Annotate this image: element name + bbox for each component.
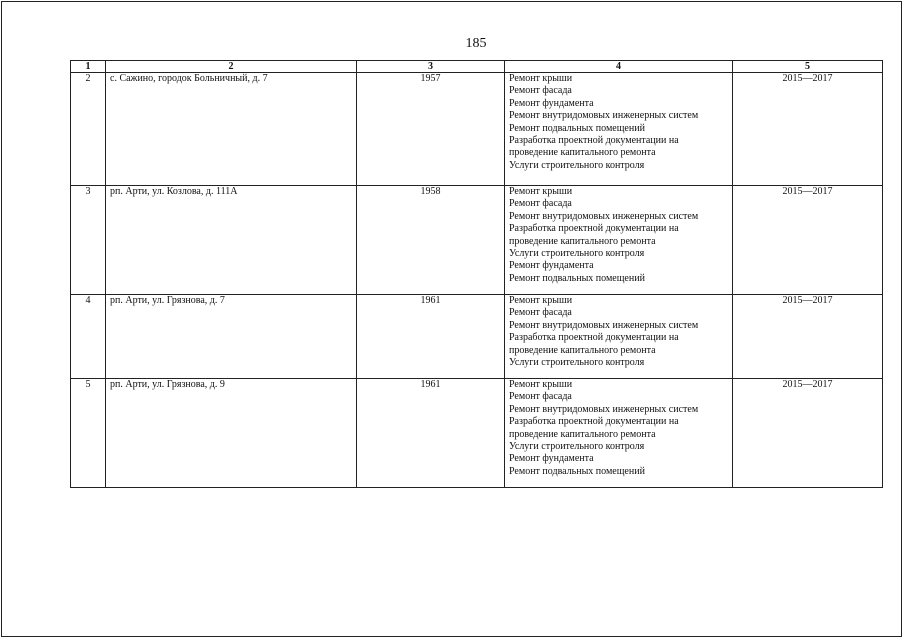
address-cell: рп. Арти, ул. Козлова, д. 111А bbox=[106, 186, 357, 295]
header-col-1: 1 bbox=[71, 61, 106, 73]
work-item: Ремонт внутридомовых инженерных систем bbox=[509, 319, 699, 331]
header-row bbox=[71, 61, 883, 73]
work-item: Разработка проектной документации на bbox=[509, 223, 679, 235]
work-item: Ремонт внутридомовых инженерных систем bbox=[509, 403, 699, 415]
period-cell: 2015—2017 bbox=[733, 73, 883, 186]
work-item: Услуги строительного контроля bbox=[509, 248, 645, 260]
table-row bbox=[71, 295, 883, 379]
work-item: проведение капитального ремонта bbox=[509, 344, 656, 356]
address-cell: с. Сажино, городок Больничный, д. 7 bbox=[106, 73, 357, 186]
row-number: 5 bbox=[71, 379, 106, 488]
work-item: Ремонт внутридомовых инженерных систем bbox=[509, 210, 699, 222]
work-item: Ремонт подвальных помещений bbox=[509, 122, 645, 134]
row-number: 3 bbox=[71, 186, 106, 295]
work-item: Ремонт фасада bbox=[509, 198, 572, 210]
work-item: Ремонт фасада bbox=[509, 391, 572, 403]
table-row bbox=[71, 186, 883, 295]
works-cell bbox=[505, 186, 733, 295]
work-item: Ремонт крыши bbox=[509, 186, 573, 197]
page-number: 185 bbox=[465, 36, 487, 51]
header-col-2: 2 bbox=[106, 61, 357, 73]
work-item: Услуги строительного контроля bbox=[509, 441, 645, 453]
work-item: Услуги строительного контроля bbox=[509, 357, 645, 369]
work-item: Разработка проектной документации на bbox=[509, 416, 679, 428]
work-item: Разработка проектной документации на bbox=[509, 332, 679, 344]
table-body bbox=[71, 73, 883, 488]
header-col-5: 5 bbox=[733, 61, 883, 73]
header-col-3: 3 bbox=[357, 61, 505, 73]
year-cell: 1961 bbox=[357, 295, 505, 379]
row-number: 2 bbox=[71, 73, 106, 186]
work-item: проведение капитального ремонта bbox=[509, 235, 656, 247]
works-cell bbox=[505, 73, 733, 186]
work-item: Ремонт фундамента bbox=[509, 260, 594, 272]
table-header bbox=[71, 61, 883, 73]
work-item: Ремонт крыши bbox=[509, 73, 573, 84]
year-cell: 1957 bbox=[357, 73, 505, 186]
work-item: Ремонт крыши bbox=[509, 379, 573, 390]
work-item: проведение капитального ремонта bbox=[509, 147, 656, 159]
work-item: Ремонт крыши bbox=[509, 295, 573, 306]
work-item: Ремонт фундамента bbox=[509, 97, 594, 109]
year-cell: 1958 bbox=[357, 186, 505, 295]
work-item: Услуги строительного контроля bbox=[509, 159, 645, 171]
period-cell: 2015—2017 bbox=[733, 295, 883, 379]
work-item: проведение капитального ремонта bbox=[509, 428, 656, 440]
period-cell: 2015—2017 bbox=[733, 186, 883, 295]
work-item: Ремонт подвальных помещений bbox=[509, 465, 645, 477]
table-row bbox=[71, 379, 883, 488]
works-cell bbox=[505, 295, 733, 379]
table-row bbox=[71, 73, 883, 186]
work-item: Разработка проектной документации на bbox=[509, 135, 679, 147]
work-item: Ремонт подвальных помещений bbox=[509, 272, 645, 284]
work-item: Ремонт фасада bbox=[509, 307, 572, 319]
header-col-4: 4 bbox=[505, 61, 733, 73]
address-cell: рп. Арти, ул. Грязнова, д. 7 bbox=[106, 295, 357, 379]
row-number: 4 bbox=[71, 295, 106, 379]
work-item: Ремонт внутридомовых инженерных систем bbox=[509, 110, 699, 122]
address-cell: рп. Арти, ул. Грязнова, д. 9 bbox=[106, 379, 357, 488]
work-item: Ремонт фасада bbox=[509, 85, 572, 97]
year-cell: 1961 bbox=[357, 379, 505, 488]
period-cell: 2015—2017 bbox=[733, 379, 883, 488]
works-cell bbox=[505, 379, 733, 488]
works-table bbox=[70, 60, 883, 488]
work-item: Ремонт фундамента bbox=[509, 453, 594, 465]
